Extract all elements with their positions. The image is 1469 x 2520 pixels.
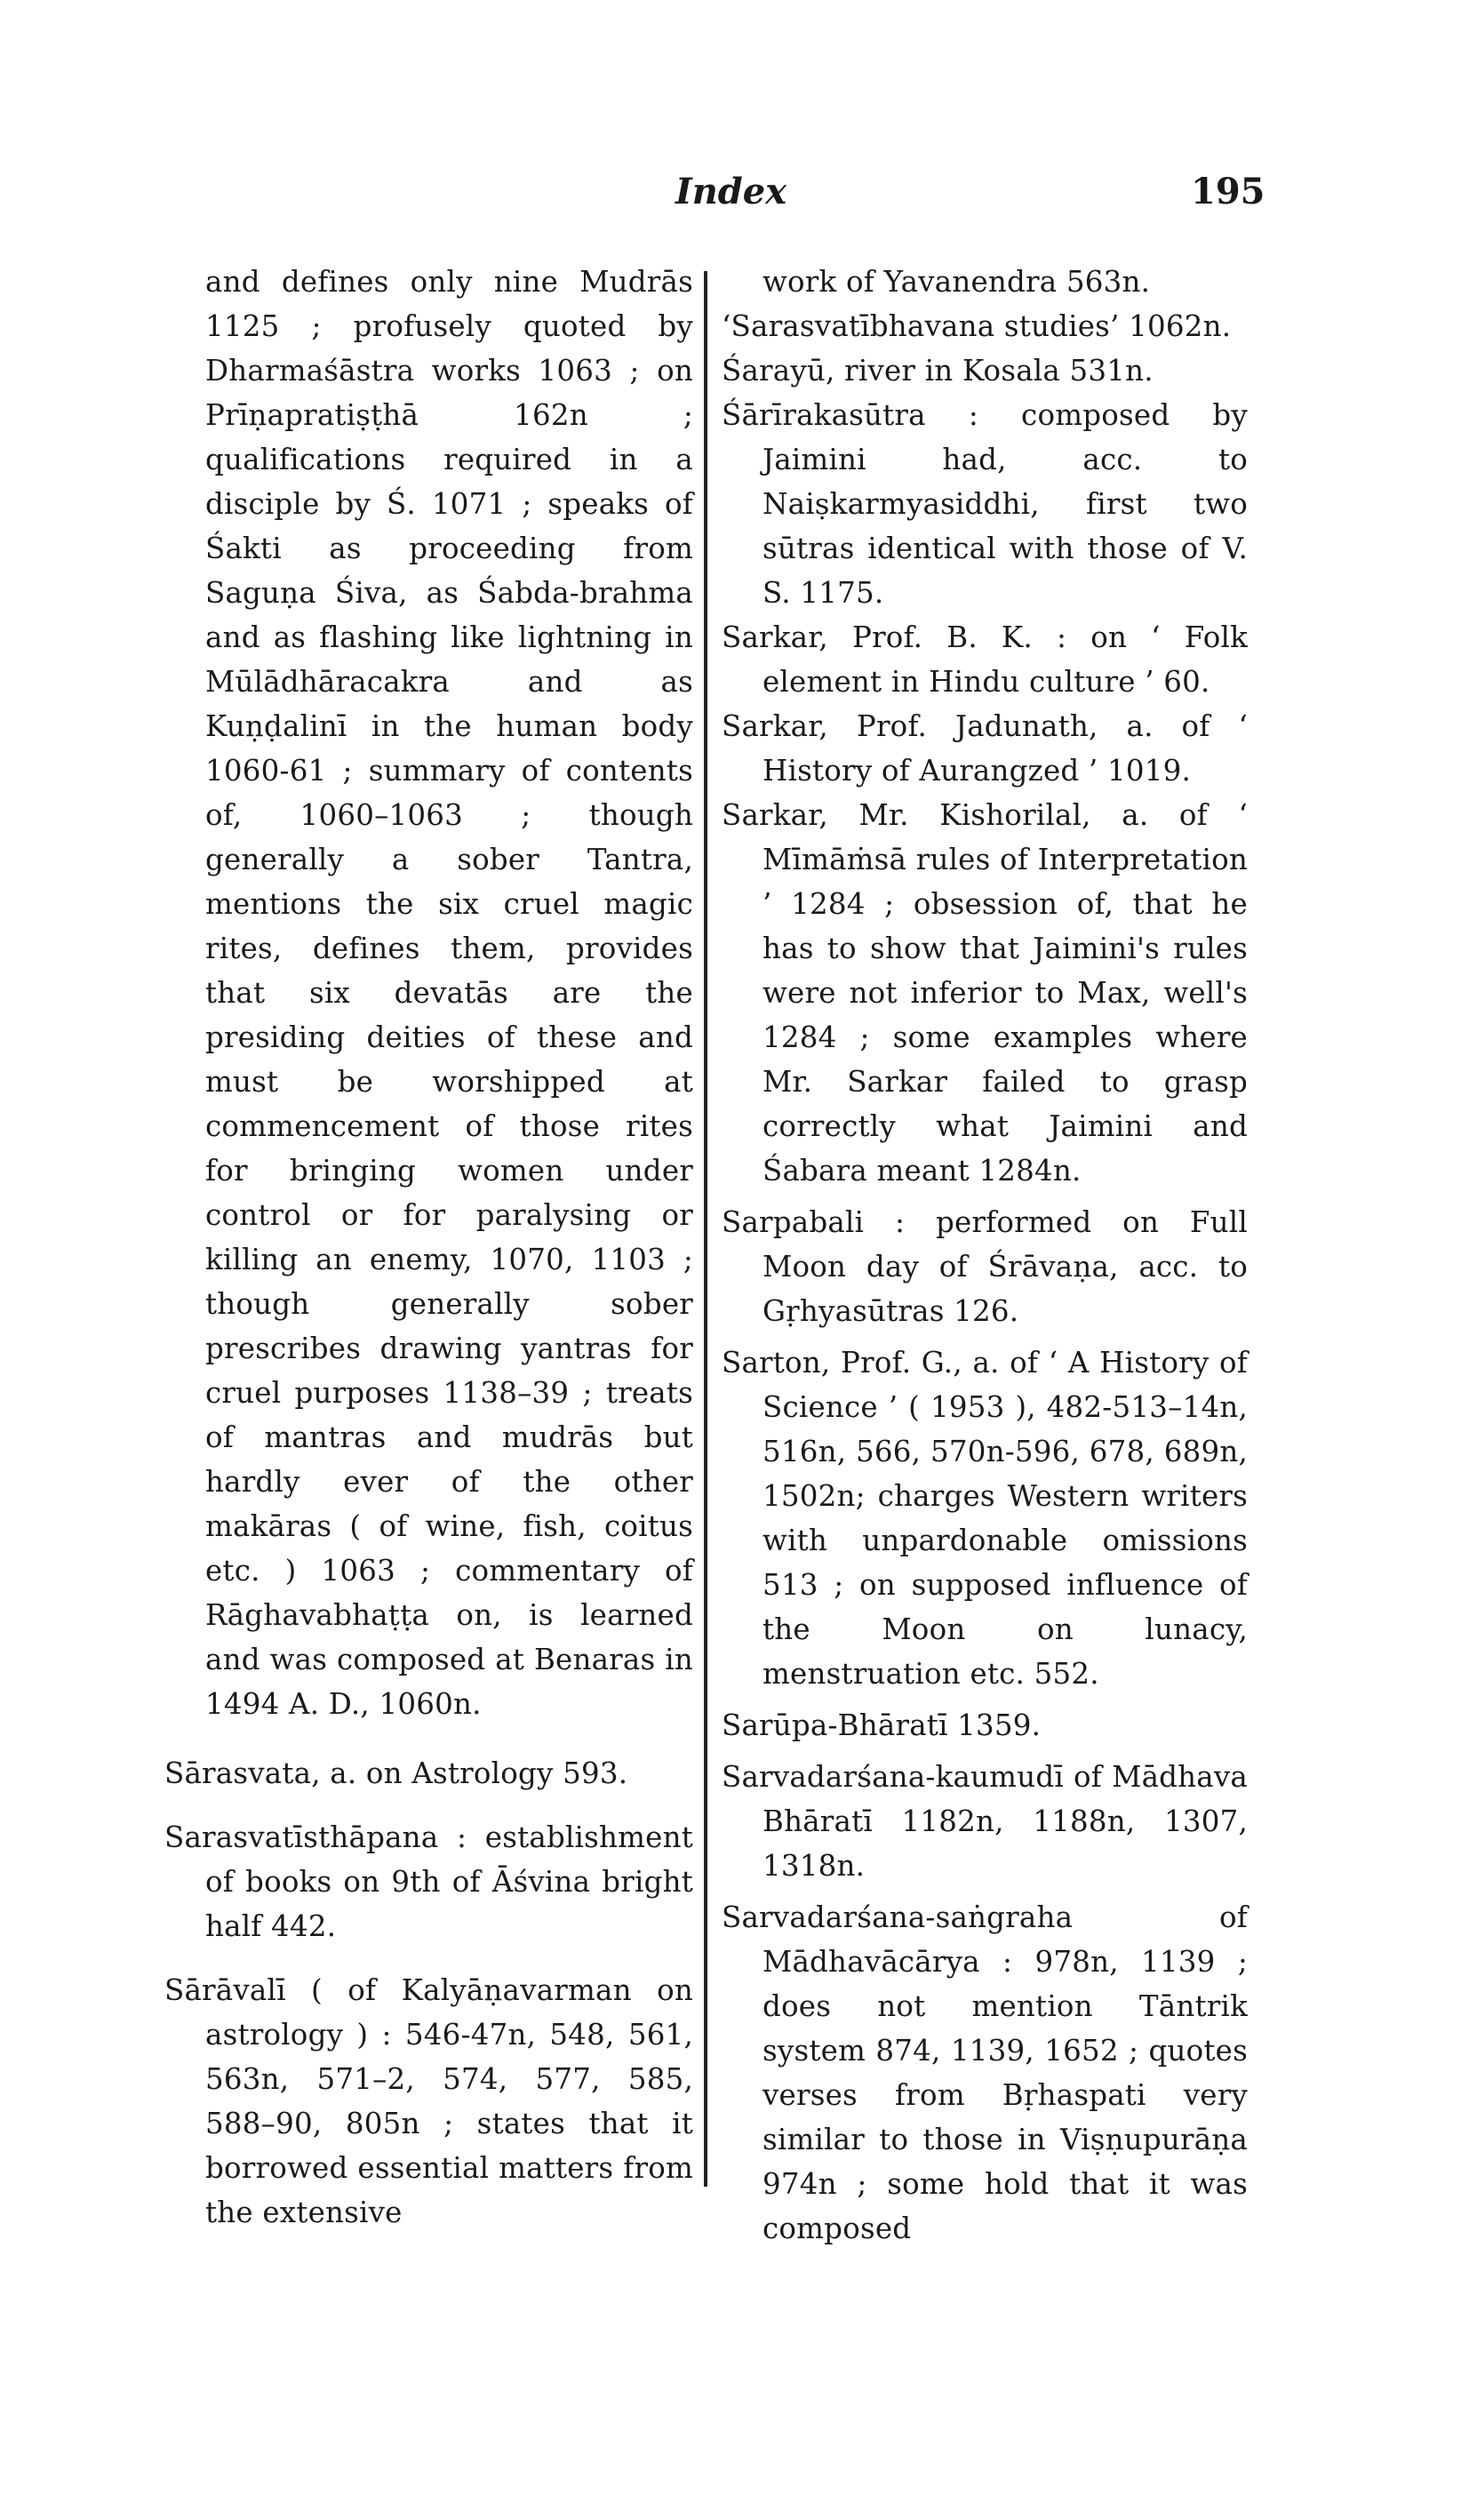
index-entry: Sārāvalī ( of Kalyāṇavarman on astrology ) : 546-47n, 548, 561, 563n, 571–2, 574, 577, 585, 588–90, 805n ; states that it borrowed essential matters from the extensive [164,1973,693,2229]
index-entry: Sarvadarśana-saṅgraha of Mādhavācārya : 978n, 1139 ; does not mention Tāntrik system 874, 1139, 1652 ; quotes verses from Bṛhaspati very similar to those in Viṣṇupurāṇa 974n ; some hold that it was composed [722,1900,1248,2245]
index-entry: Sarkar, Prof. Jadunath, a. of ‘ History of Aurangzed ’ 1019. [722,709,1248,788]
index-entry: Sarkar, Prof. B. K. : on ‘ Folk element in Hindu culture ’ 60. [722,620,1248,699]
index-entry: Sarton, Prof. G., a. of ‘ A History of Science ’ ( 1953 ), 482-513–14n, 516n, 566, 570n-596, 678, 689n, 1502n; charges Western writers with unpardonable omissions 513 ; on supposed influence of the Moon on lunacy, menstruation etc. 552. [722,1346,1248,1691]
index-entry: Sarpabali : performed on Full Moon day of Śrāvaṇa, acc. to Gṛhyasūtras 126. [722,1205,1248,1328]
index-entry: Sarūpa-Bhāratī 1359. [722,1708,1042,1742]
page-number: 195 [1191,171,1265,212]
index-entry-continued: work of Yavanendra 563n. [762,265,1151,299]
index-entry: Śārīrakasūtra : composed by Jaimini had, acc. to Naiṣkarmyasiddhi, first two sūtras identical with those of V. S. 1175. [722,398,1248,610]
running-title: Index [675,171,787,212]
index-entry: ‘Sarasvatībhavana studies’ 1062n. [722,309,1232,343]
right-column [722,260,1248,2251]
column-divider [704,271,707,2187]
index-entry: Sarasvatīsthāpana : establishment of books on 9th of Āśvina bright half 442. [164,1820,693,1943]
index-entry: Sarkar, Mr. Kishorilal, a. of ‘ Mīmāṁsā rules of Interpretation ’ 1284 ; obsession of, that he has to show that Jaimini's rules were not inferior to Max, well's 1284 ; some examples where Mr. Sarkar failed to grasp correctly what Jaimini and Śabara meant 1284n. [722,798,1248,1188]
index-entry: Śarayū, river in Kosala 531n. [722,354,1154,388]
index-entry: Sārasvata, a. on Astrology 593. [164,1756,628,1790]
index-entry: Sarvadarśana-kaumudī of Mādhava Bhāratī 1182n, 1188n, 1307, 1318n. [722,1760,1248,1883]
index-entry-continued: and defines only nine Mudrās 1125 ; profusely quoted by Dharmaśāstra works 1063 ; on Prīṇapratiṣṭhā 162n ; qualifications required in a disciple by Ś. 1071 ; speaks of Śakti as proceeding from Saguṇa Śiva, as Śabda-brahma and as flashing like lightning in Mūlādhāracakra and as Kuṇḍalinī in the human body 1060-61 ; summary of contents of, 1060–1063 ; though generally a sober Tantra, mentions the six cruel magic rites, defines them, provides that six devatās are the presiding deities of these and must be worshipped at commencement of those rites for bringing women under control or for paralysing or killing an enemy, 1070, 1103 ; though generally sober prescribes drawing yantras for cruel purposes 1138–39 ; treats of mantras and mudrās but hardly ever of the other makāras ( of wine, fish, coitus etc. ) 1063 ; commentary of Rāghavabhaṭṭa on, is learned and was composed at Benaras in 1494 A. D., 1060n. [205,265,693,1721]
left-column [164,260,693,2244]
